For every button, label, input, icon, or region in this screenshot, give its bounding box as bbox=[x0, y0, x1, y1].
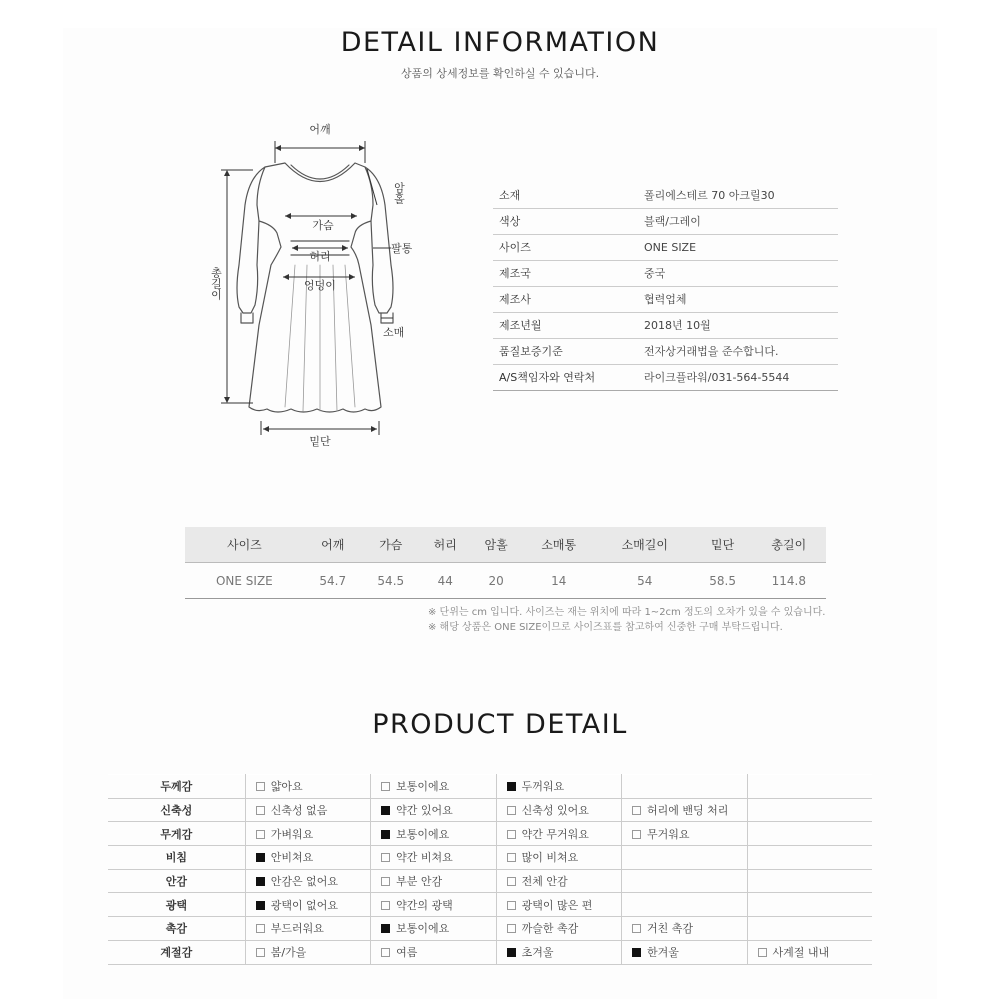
unchecked-box-icon bbox=[507, 924, 516, 933]
product-detail-title: PRODUCT DETAIL bbox=[372, 709, 628, 740]
unchecked-box-icon bbox=[381, 853, 390, 862]
unchecked-box-icon bbox=[256, 782, 265, 791]
unchecked-box-icon bbox=[381, 877, 390, 886]
info-value: ONE SIZE bbox=[644, 240, 697, 254]
detail-option-cell bbox=[747, 846, 872, 870]
detail-option-cell bbox=[622, 893, 747, 917]
product-detail-table bbox=[108, 774, 872, 965]
checked-box-icon bbox=[381, 806, 390, 815]
detail-category: 무게감 bbox=[160, 827, 193, 841]
detail-subtitle: 상품의 상세정보를 확인하실 수 있습니다. bbox=[400, 67, 600, 80]
detail-row bbox=[108, 822, 872, 846]
option-label: 부분 안감 bbox=[396, 875, 443, 889]
unchecked-box-icon bbox=[507, 877, 516, 886]
size-header-cell: 소매길이 bbox=[596, 527, 694, 563]
detail-row bbox=[108, 846, 872, 870]
checked-box-icon bbox=[507, 782, 516, 791]
unchecked-box-icon bbox=[507, 901, 516, 910]
dress-measurement-diagram bbox=[195, 115, 430, 455]
info-key: 색상 bbox=[499, 215, 521, 228]
label-total-length: 총길이 bbox=[209, 267, 223, 300]
detail-title: DETAIL INFORMATION bbox=[340, 27, 660, 58]
detail-option-cell bbox=[622, 822, 747, 846]
info-row bbox=[493, 338, 838, 364]
detail-category: 촉감 bbox=[165, 922, 187, 936]
size-value-cell: 54.7 bbox=[304, 563, 362, 599]
detail-option-cell bbox=[371, 893, 496, 917]
info-value: 중국 bbox=[644, 267, 666, 280]
size-header-cell: 사이즈 bbox=[185, 527, 304, 563]
unchecked-box-icon bbox=[256, 830, 265, 839]
detail-option-cell bbox=[747, 798, 872, 822]
unchecked-box-icon bbox=[256, 948, 265, 957]
detail-option-cell bbox=[371, 869, 496, 893]
checked-box-icon bbox=[256, 877, 265, 886]
detail-option-cell bbox=[747, 940, 872, 964]
detail-row bbox=[108, 869, 872, 893]
option-label: 봄/가을 bbox=[270, 946, 307, 960]
option-label: 무거워요 bbox=[647, 827, 690, 841]
detail-option-cell bbox=[245, 798, 370, 822]
detail-option-cell bbox=[496, 940, 621, 964]
size-value-cell: 58.5 bbox=[694, 563, 752, 599]
info-key: 제조년월 bbox=[499, 319, 542, 332]
option-label: 여름 bbox=[396, 946, 418, 960]
detail-option-cell bbox=[622, 775, 747, 799]
detail-option-cell bbox=[496, 775, 621, 799]
info-value: 2018년 10월 bbox=[644, 319, 711, 332]
option-label: 약간의 광택 bbox=[396, 898, 453, 912]
detail-option-cell bbox=[371, 940, 496, 964]
label-waist: 허리 bbox=[309, 250, 331, 263]
info-key: 사이즈 bbox=[499, 241, 531, 254]
checked-box-icon bbox=[381, 830, 390, 839]
size-value-cell: 54 bbox=[596, 563, 694, 599]
size-header-cell: 암홀 bbox=[471, 527, 522, 563]
info-row bbox=[493, 260, 838, 286]
label-hem: 밑단 bbox=[309, 435, 331, 448]
info-row bbox=[493, 182, 838, 208]
detail-option-cell bbox=[371, 917, 496, 941]
detail-option-cell bbox=[245, 846, 370, 870]
info-key: 제조국 bbox=[499, 267, 531, 280]
size-row bbox=[185, 563, 826, 599]
detail-option-cell bbox=[371, 846, 496, 870]
label-hip: 엉덩이 bbox=[304, 279, 336, 292]
detail-option-cell bbox=[496, 798, 621, 822]
label-armhole: 암홀 bbox=[392, 182, 406, 204]
checked-box-icon bbox=[381, 924, 390, 933]
option-label: 보통이에요 bbox=[396, 827, 450, 841]
size-value-cell: 114.8 bbox=[752, 563, 826, 599]
unchecked-box-icon bbox=[632, 830, 641, 839]
option-label: 한겨울 bbox=[647, 946, 679, 960]
size-value-cell: 44 bbox=[420, 563, 471, 599]
detail-option-cell bbox=[245, 822, 370, 846]
detail-option-cell bbox=[747, 775, 872, 799]
label-cuff: 소매 bbox=[383, 326, 405, 339]
option-label: 허리에 밴딩 처리 bbox=[647, 804, 729, 818]
detail-option-cell bbox=[622, 798, 747, 822]
label-sleeve-width: 팔통 bbox=[391, 242, 413, 255]
info-value: 폴리에스테르 70 아크릴30 bbox=[644, 188, 775, 202]
option-label: 신축성 없음 bbox=[270, 804, 328, 818]
unchecked-box-icon bbox=[507, 853, 516, 862]
detail-option-cell bbox=[496, 846, 621, 870]
detail-option-cell bbox=[747, 822, 872, 846]
detail-option-cell bbox=[622, 940, 747, 964]
detail-row bbox=[108, 917, 872, 941]
info-row bbox=[493, 364, 838, 390]
size-value-cell: ONE SIZE bbox=[185, 563, 304, 599]
detail-option-cell bbox=[622, 869, 747, 893]
detail-option-cell bbox=[245, 775, 370, 799]
product-info-table bbox=[493, 182, 838, 391]
info-value: 전자상거래법을 준수합니다. bbox=[644, 345, 779, 358]
option-label: 가벼워요 bbox=[270, 827, 314, 841]
detail-category: 신축성 bbox=[160, 804, 193, 818]
detail-option-cell bbox=[747, 917, 872, 941]
checked-box-icon bbox=[632, 948, 641, 957]
option-label: 부드러워요 bbox=[270, 922, 324, 936]
detail-option-cell bbox=[496, 893, 621, 917]
option-label: 광택이 많은 편 bbox=[521, 898, 593, 912]
info-value: 라이크플라워/031-564-5544 bbox=[644, 371, 790, 384]
label-shoulder: 어깨 bbox=[309, 123, 331, 136]
note-unit: ※ 단위는 cm 입니다. 사이즈는 재는 위치에 따라 1~2cm 정도의 오차가 있을 수 있습니다. bbox=[428, 607, 826, 618]
unchecked-box-icon bbox=[632, 924, 641, 933]
size-header-cell: 밑단 bbox=[694, 527, 752, 563]
unchecked-box-icon bbox=[507, 830, 516, 839]
option-label: 얇아요 bbox=[270, 780, 303, 794]
info-row bbox=[493, 234, 838, 260]
detail-option-cell bbox=[245, 940, 370, 964]
option-label: 두꺼워요 bbox=[521, 780, 565, 794]
detail-category: 광택 bbox=[165, 898, 187, 912]
option-label: 초겨울 bbox=[521, 946, 554, 960]
unchecked-box-icon bbox=[507, 806, 516, 815]
detail-option-cell bbox=[496, 917, 621, 941]
unchecked-box-icon bbox=[632, 806, 641, 815]
info-key: 소재 bbox=[499, 188, 521, 202]
detail-option-cell bbox=[747, 893, 872, 917]
option-label: 까슬한 촉감 bbox=[521, 922, 579, 936]
detail-option-cell bbox=[496, 869, 621, 893]
unchecked-box-icon bbox=[256, 924, 265, 933]
info-key: 품질보증기준 bbox=[499, 345, 563, 358]
option-label: 약간 비쳐요 bbox=[396, 851, 453, 865]
size-table bbox=[185, 527, 826, 599]
option-label: 사계절 내내 bbox=[772, 946, 830, 960]
option-label: 보통이에요 bbox=[396, 780, 450, 794]
checked-box-icon bbox=[256, 853, 265, 862]
detail-option-cell bbox=[622, 917, 747, 941]
size-header-cell: 소매통 bbox=[522, 527, 596, 563]
size-header-cell: 허리 bbox=[420, 527, 471, 563]
detail-option-cell bbox=[371, 775, 496, 799]
detail-option-cell bbox=[245, 917, 370, 941]
option-label: 거친 촉감 bbox=[647, 922, 694, 936]
detail-row bbox=[108, 798, 872, 822]
detail-option-cell bbox=[747, 869, 872, 893]
info-row bbox=[493, 312, 838, 338]
option-label: 신축성 있어요 bbox=[521, 804, 589, 818]
detail-category: 계절감 bbox=[160, 946, 193, 960]
unchecked-box-icon bbox=[381, 901, 390, 910]
detail-option-cell bbox=[245, 893, 370, 917]
detail-option-cell bbox=[371, 798, 496, 822]
detail-option-cell bbox=[245, 869, 370, 893]
option-label: 전체 안감 bbox=[521, 875, 568, 889]
info-key: A/S책임자와 연락처 bbox=[499, 371, 596, 384]
unchecked-box-icon bbox=[758, 948, 767, 957]
option-label: 약간 있어요 bbox=[396, 804, 453, 818]
size-value-cell: 54.5 bbox=[362, 563, 420, 599]
info-key: 제조사 bbox=[499, 293, 531, 306]
detail-option-cell bbox=[622, 846, 747, 870]
unchecked-box-icon bbox=[381, 948, 390, 957]
size-header-cell: 총길이 bbox=[752, 527, 826, 563]
size-header-cell: 어깨 bbox=[304, 527, 362, 563]
option-label: 약간 무거워요 bbox=[521, 827, 589, 841]
option-label: 광택이 없어요 bbox=[270, 898, 338, 912]
detail-row bbox=[108, 940, 872, 964]
unchecked-box-icon bbox=[256, 806, 265, 815]
option-label: 안비쳐요 bbox=[270, 851, 314, 865]
detail-category: 안감 bbox=[165, 875, 187, 889]
label-chest: 가슴 bbox=[312, 219, 334, 232]
info-row bbox=[493, 208, 838, 234]
detail-category: 비침 bbox=[165, 851, 187, 865]
detail-option-cell bbox=[496, 822, 621, 846]
info-row bbox=[493, 286, 838, 312]
info-value: 블랙/그레이 bbox=[644, 215, 701, 228]
detail-row bbox=[108, 893, 872, 917]
info-value: 협력업체 bbox=[644, 293, 687, 306]
checked-box-icon bbox=[256, 901, 265, 910]
size-header-cell: 가슴 bbox=[362, 527, 420, 563]
size-value-cell: 20 bbox=[471, 563, 522, 599]
unchecked-box-icon bbox=[381, 782, 390, 791]
detail-category: 두께감 bbox=[160, 780, 193, 794]
detail-option-cell bbox=[371, 822, 496, 846]
detail-row bbox=[108, 775, 872, 799]
checked-box-icon bbox=[507, 948, 516, 957]
option-label: 보통이에요 bbox=[396, 922, 450, 936]
option-label: 많이 비쳐요 bbox=[521, 851, 579, 865]
size-value-cell: 14 bbox=[522, 563, 596, 599]
note-one-size: ※ 해당 상품은 ONE SIZE이므로 사이즈표를 참고하여 신중한 구매 부탁드립니다. bbox=[428, 622, 783, 633]
option-label: 안감은 없어요 bbox=[270, 875, 338, 889]
